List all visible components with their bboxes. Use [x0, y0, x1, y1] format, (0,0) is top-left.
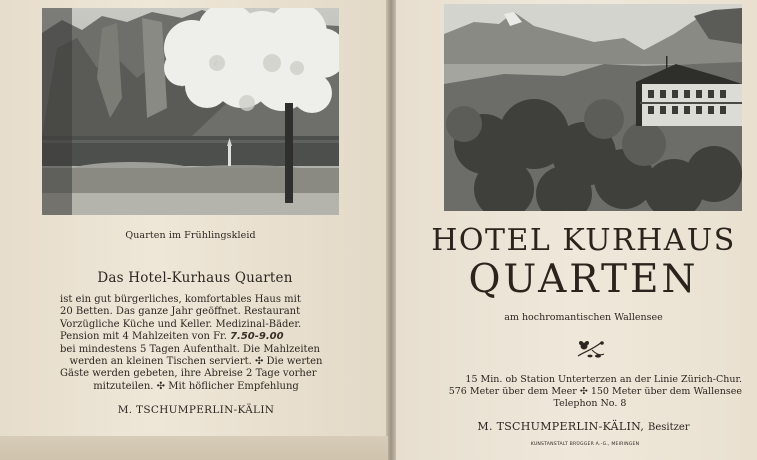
location-info	[438, 374, 742, 410]
hotel-title: HOTEL KURHAUS	[431, 223, 736, 258]
description-line-price	[60, 331, 332, 343]
bottom-edge	[0, 436, 388, 460]
description-line: 20 Betten. Das ganze Jahr geöffnet. Restaurant	[60, 306, 301, 318]
tagline: am hochromantischen Wallensee	[504, 312, 663, 323]
description-line: Gäste werden gebeten, ihre Abreise 2 Tage vorher	[60, 368, 317, 380]
description-line: bei mindestens 5 Tagen Aufenthalt. Die Mahlzeiten	[60, 343, 320, 355]
pension-text: Pension mit 4 Mahlzeiten von Fr.	[60, 331, 227, 343]
description-line: Vorzügliche Küche und Keller. Medizinal-Bäder.	[60, 318, 302, 330]
description-line: mitzuteilen. ✣ Mit höflicher Empfehlung	[93, 380, 299, 392]
hotel-mountain-photo	[444, 4, 742, 211]
owner-signature: M. TSCHUMPERLIN-KÄLIN	[117, 404, 275, 416]
hotel-name: QUARTEN	[468, 257, 699, 302]
intro-heading: Das Hotel-Kurhaus Quarten	[97, 270, 293, 286]
info-line: 15 Min. ob Station Unterterzen an der Linie Zürich-Chur.	[465, 374, 742, 385]
handwritten-price: 7.50-9.00	[230, 331, 284, 343]
telephone-line: Telephon No. 8	[553, 398, 627, 409]
description-line: ist ein gut bürgerliches, komfortables Haus mit	[60, 294, 301, 305]
page-fold	[386, 0, 396, 460]
flower-sprig-icon	[572, 334, 608, 364]
spring-village-photo	[42, 8, 339, 215]
printer-credit: KUNSTANSTALT BRÜGGER A.-G., MEIRINGEN	[530, 442, 640, 447]
hotel-description	[60, 294, 332, 393]
info-line: 576 Meter über dem Meer ✣ 150 Meter über dem Wallensee	[448, 386, 742, 397]
photo-caption: Quarten im Frühlingskleid	[125, 230, 256, 241]
description-line: werden an kleinen Tischen serviert. ✣ Die werten	[69, 356, 323, 368]
owner-line	[420, 420, 747, 433]
owner-name: M. TSCHUMPERLIN-KÄLIN,	[477, 420, 645, 433]
owner-role: Besitzer	[647, 422, 690, 433]
